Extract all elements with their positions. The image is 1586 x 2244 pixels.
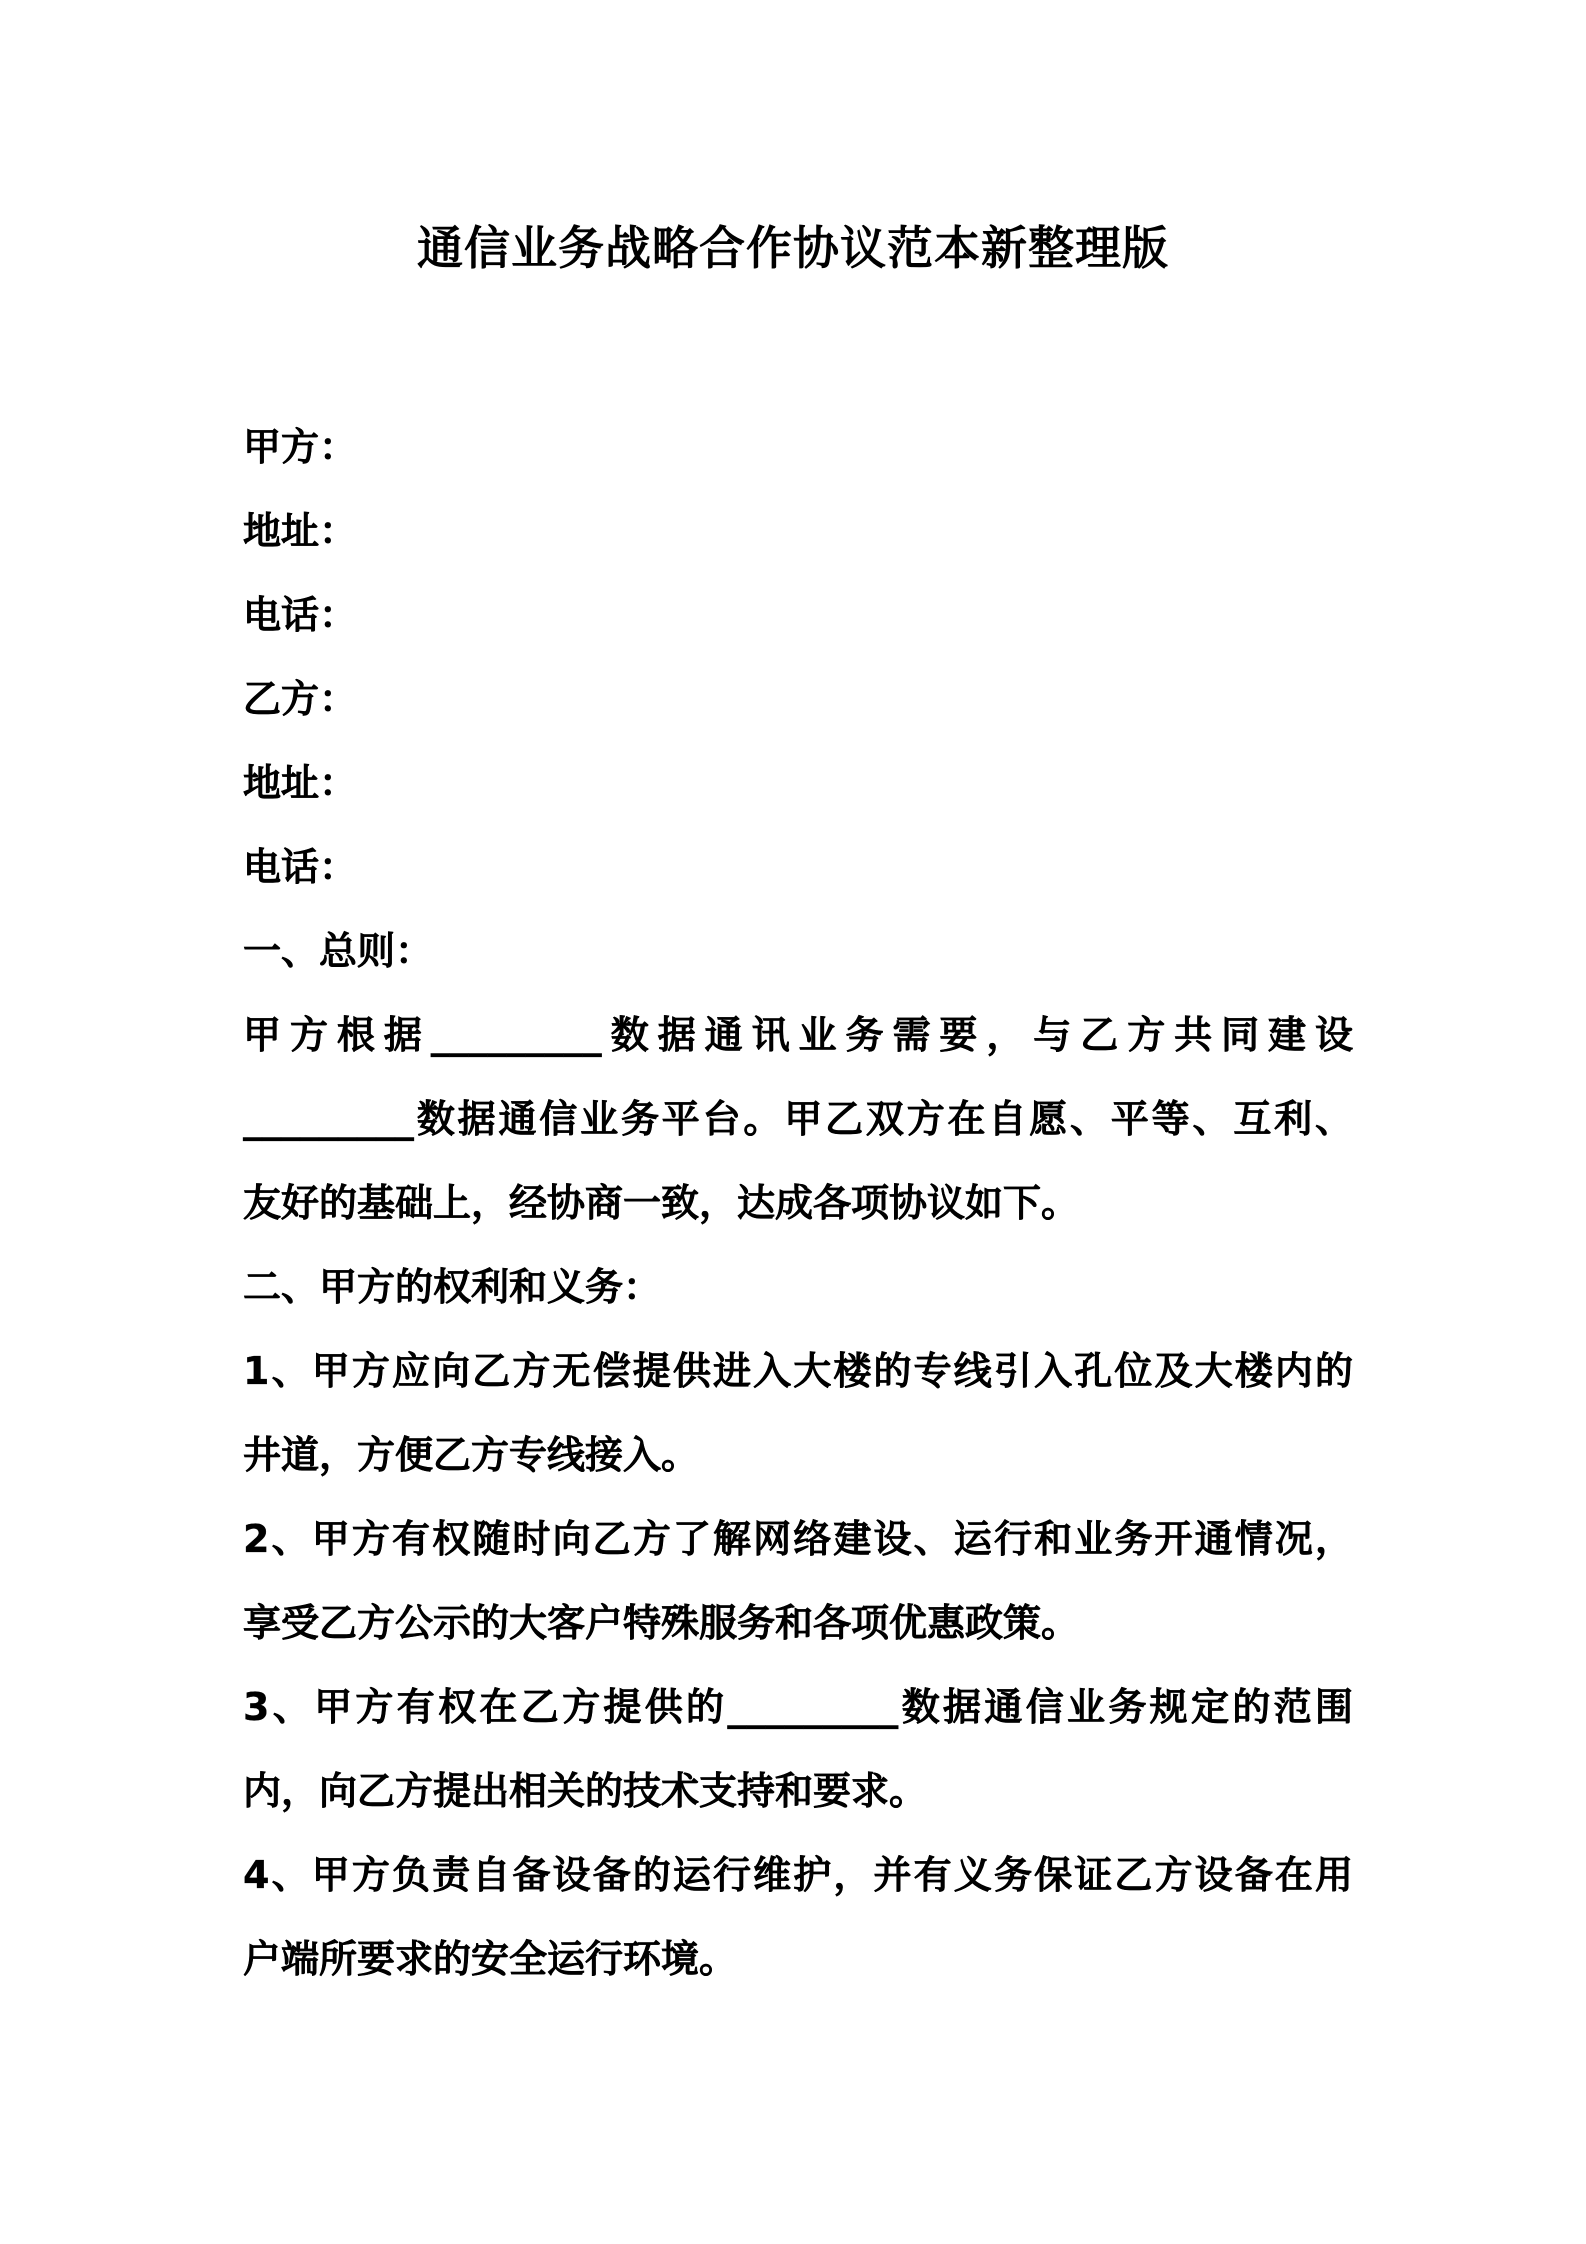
document-title: 通信业务战略合作协议范本新整理版 <box>417 221 1169 275</box>
section-1-heading: 一、总则： <box>243 929 434 973</box>
party-a-phone-label: 电话： <box>243 593 358 637</box>
clause-4-line: 4、甲方负责自备设备的运行维护，并有义务保证乙方设备在用 <box>243 1853 1353 1897</box>
section-2-heading: 二、甲方的权利和义务： <box>243 1265 662 1309</box>
party-b-label: 乙方： <box>243 677 358 721</box>
clause-4-line: 户端所要求的安全运行环境。 <box>243 1937 738 1981</box>
section-1-paragraph-line: _________数据通信业务平台。甲乙双方在自愿、平等、互利、 <box>243 1097 1353 1141</box>
section-1-paragraph-line: 友好的基础上，经协商一致，达成各项协议如下。 <box>243 1181 1080 1225</box>
clause-1-line: 1、甲方应向乙方无偿提供进入大楼的专线引入孔位及大楼内的 <box>243 1349 1353 1393</box>
clause-3-line: 内，向乙方提出相关的技术支持和要求。 <box>243 1769 928 1813</box>
party-b-phone-label: 电话： <box>243 845 358 889</box>
clause-3-line: 3、甲方有权在乙方提供的_________数据通信业务规定的范围 <box>243 1685 1353 1729</box>
party-a-label: 甲方： <box>243 425 358 469</box>
section-1-paragraph-line: 甲方根据_________数据通讯业务需要，与乙方共同建设 <box>243 1013 1353 1057</box>
party-a-address-label: 地址： <box>243 509 358 553</box>
clause-1-line: 井道，方便乙方专线接入。 <box>243 1433 700 1477</box>
clause-2-line: 享受乙方公示的大客户特殊服务和各项优惠政策。 <box>243 1601 1080 1645</box>
party-b-address-label: 地址： <box>243 761 358 805</box>
document-body <box>243 405 1353 2001</box>
clause-2-line: 2、甲方有权随时向乙方了解网络建设、运行和业务开通情况， <box>243 1517 1353 1561</box>
